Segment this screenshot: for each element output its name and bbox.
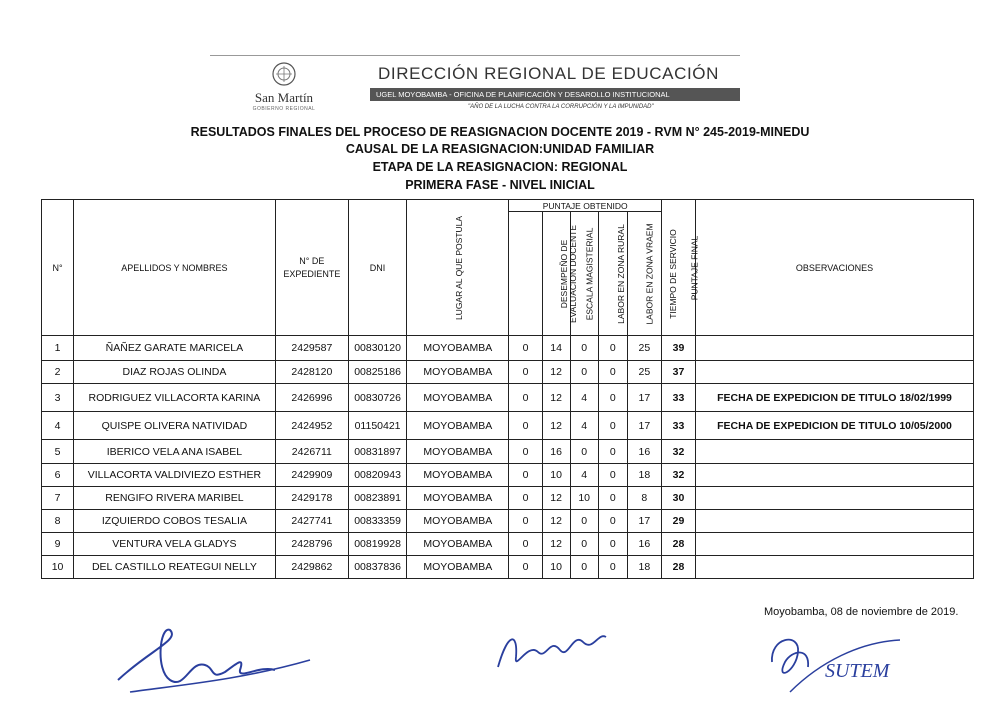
score-escala: 16	[542, 440, 570, 464]
score-rural: 0	[570, 533, 598, 556]
score-escala: 12	[542, 510, 570, 533]
year-motto: "AÑO DE LA LUCHA CONTRA LA CORRUPCIÓN Y LA IMPUNIDAD"	[468, 104, 654, 110]
score-rural: 0	[570, 440, 598, 464]
header-vraem-label: LABOR EN ZONA VRAEM	[644, 222, 655, 325]
score-vraem: 0	[598, 556, 627, 579]
observacion	[696, 533, 974, 556]
row-number: 4	[42, 412, 74, 440]
row-number: 8	[42, 510, 74, 533]
expediente-number: 2427741	[275, 510, 348, 533]
applicant-name: VILLACORTA VALDIVIEZO ESTHER	[74, 464, 276, 487]
observacion: FECHA DE EXPEDICION DE TITULO 10/05/2000	[696, 412, 974, 440]
header-final	[661, 200, 700, 336]
observacion	[696, 510, 974, 533]
org-title: DIRECCIÓN REGIONAL DE EDUCACIÓN	[378, 64, 720, 83]
row-number: 9	[42, 533, 74, 556]
table-row	[42, 384, 974, 412]
expediente-number: 2428796	[275, 533, 348, 556]
score-rural: 10	[570, 487, 598, 510]
score-desempeno: 0	[509, 361, 542, 384]
header-nombres: APELLIDOS Y NOMBRES	[74, 200, 276, 336]
table-row	[42, 556, 974, 579]
lugar-postula: MOYOBAMBA	[407, 487, 509, 510]
header-lugar	[407, 200, 509, 336]
row-number: 10	[42, 556, 74, 579]
score-final: 30	[661, 487, 695, 510]
row-number: 5	[42, 440, 74, 464]
header-observaciones: OBSERVACIONES	[696, 200, 974, 336]
expediente-number: 2429178	[275, 487, 348, 510]
lugar-postula: MOYOBAMBA	[407, 384, 509, 412]
lugar-postula: MOYOBAMBA	[407, 361, 509, 384]
applicant-name: IBERICO VELA ANA ISABEL	[74, 440, 276, 464]
doc-title-line2: CAUSAL DE LA REASIGNACION:UNIDAD FAMILIAR	[345, 142, 655, 156]
score-servicio: 25	[627, 336, 661, 361]
score-servicio: 25	[627, 361, 661, 384]
score-escala: 12	[542, 412, 570, 440]
stamp-text: SUTEM	[825, 660, 890, 682]
lugar-postula: MOYOBAMBA	[407, 556, 509, 579]
score-vraem: 0	[598, 533, 627, 556]
signature-center	[488, 612, 618, 682]
score-vraem: 0	[598, 487, 627, 510]
header-expediente: N° DE EXPEDIENTE	[275, 200, 348, 336]
lugar-postula: MOYOBAMBA	[407, 510, 509, 533]
table-row	[42, 440, 974, 464]
score-vraem: 0	[598, 464, 627, 487]
score-servicio: 17	[627, 510, 661, 533]
applicant-name: DEL CASTILLO REATEGUI NELLY	[74, 556, 276, 579]
lugar-postula: MOYOBAMBA	[407, 464, 509, 487]
logo-text: San Martín	[254, 90, 314, 105]
ugel-banner: UGEL MOYOBAMBA - OFICINA DE PLANIFICACIÓN Y DESAROLLO INSTITUCIONAL	[370, 88, 740, 101]
score-rural: 0	[570, 556, 598, 579]
observacion	[696, 556, 974, 579]
dni-number: 00830726	[348, 384, 406, 412]
score-rural: 0	[570, 510, 598, 533]
score-escala: 14	[542, 336, 570, 361]
score-servicio: 17	[627, 412, 661, 440]
score-rural: 0	[570, 336, 598, 361]
dni-number: 00820943	[348, 464, 406, 487]
doc-title-line1: RESULTADOS FINALES DEL PROCESO DE REASIGNACION DOCENTE 2019 - RVM N° 245-2019-MINEDU	[190, 125, 810, 139]
score-desempeno: 0	[509, 412, 542, 440]
score-desempeno: 0	[509, 464, 542, 487]
score-servicio: 16	[627, 533, 661, 556]
score-servicio: 8	[627, 487, 661, 510]
signature-stamp-right	[760, 622, 920, 702]
score-final: 29	[661, 510, 695, 533]
applicant-name: VENTURA VELA GLADYS	[74, 533, 276, 556]
table-row	[42, 464, 974, 487]
score-rural: 4	[570, 384, 598, 412]
score-escala: 10	[542, 464, 570, 487]
header-puntaje-group: PUNTAJE OBTENIDO	[509, 200, 661, 212]
score-desempeno: 0	[509, 487, 542, 510]
header-final-label: PUNTAJE FINAL	[689, 235, 700, 300]
doc-title-line4: PRIMERA FASE - NIVEL INICIAL	[405, 178, 595, 192]
table-row	[42, 361, 974, 384]
score-escala: 12	[542, 533, 570, 556]
table-row	[42, 336, 974, 361]
score-final: 28	[661, 533, 695, 556]
table-row	[42, 510, 974, 533]
row-number: 1	[42, 336, 74, 361]
score-vraem: 0	[598, 510, 627, 533]
header-servicio-label: TIEMPO DE SERVICIO	[667, 228, 678, 319]
signature-left	[110, 610, 320, 700]
score-final: 32	[661, 440, 695, 464]
score-escala: 12	[542, 361, 570, 384]
score-final: 39	[661, 336, 695, 361]
dni-number: 01150421	[348, 412, 406, 440]
row-number: 6	[42, 464, 74, 487]
dni-number: 00833359	[348, 510, 406, 533]
score-final: 32	[661, 464, 695, 487]
score-rural: 0	[570, 361, 598, 384]
observacion	[696, 464, 974, 487]
expediente-number: 2428120	[275, 361, 348, 384]
table-row	[42, 533, 974, 556]
dni-number: 00823891	[348, 487, 406, 510]
header-rule	[210, 55, 740, 56]
expediente-number: 2429587	[275, 336, 348, 361]
applicant-name: RENGIFO RIVERA MARIBEL	[74, 487, 276, 510]
score-final: 33	[661, 412, 695, 440]
applicant-name: ÑAÑEZ GARATE MARICELA	[74, 336, 276, 361]
expediente-number: 2426711	[275, 440, 348, 464]
observacion: FECHA DE EXPEDICION DE TITULO 18/02/1999	[696, 384, 974, 412]
score-desempeno: 0	[509, 556, 542, 579]
header-rural-label: LABOR EN ZONA RURAL	[615, 223, 626, 324]
header-n: N°	[42, 200, 74, 336]
score-escala: 10	[542, 556, 570, 579]
expediente-number: 2429862	[275, 556, 348, 579]
lugar-postula: MOYOBAMBA	[407, 412, 509, 440]
dni-number: 00831897	[348, 440, 406, 464]
applicant-name: IZQUIERDO COBOS TESALIA	[74, 510, 276, 533]
dni-number: 00825186	[348, 361, 406, 384]
header-lugar-label: LUGAR AL QUE POSTULA	[454, 215, 465, 320]
score-vraem: 0	[598, 384, 627, 412]
dni-number: 00837836	[348, 556, 406, 579]
expediente-number: 2426996	[275, 384, 348, 412]
table-row	[42, 412, 974, 440]
row-number: 3	[42, 384, 74, 412]
score-escala: 12	[542, 487, 570, 510]
observacion	[696, 336, 974, 361]
score-rural: 4	[570, 412, 598, 440]
score-final: 37	[661, 361, 695, 384]
score-desempeno: 0	[509, 440, 542, 464]
score-desempeno: 0	[509, 510, 542, 533]
score-escala: 12	[542, 384, 570, 412]
score-vraem: 0	[598, 412, 627, 440]
header-desempeno-label: DESEMPEÑO DE EVALUACION DOCENTE	[559, 224, 579, 323]
row-number: 2	[42, 361, 74, 384]
table-row	[42, 487, 974, 510]
observacion	[696, 361, 974, 384]
score-servicio: 18	[627, 464, 661, 487]
logo-subtext: GOBIERNO REGIONAL	[252, 106, 316, 112]
score-servicio: 16	[627, 440, 661, 464]
lugar-postula: MOYOBAMBA	[407, 440, 509, 464]
score-final: 33	[661, 384, 695, 412]
score-vraem: 0	[598, 336, 627, 361]
score-rural: 4	[570, 464, 598, 487]
observacion	[696, 487, 974, 510]
applicant-name: RODRIGUEZ VILLACORTA KARINA	[74, 384, 276, 412]
expediente-number: 2429909	[275, 464, 348, 487]
score-vraem: 0	[598, 361, 627, 384]
score-final: 28	[661, 556, 695, 579]
results-table	[41, 199, 974, 579]
score-vraem: 0	[598, 440, 627, 464]
footer-date: Moyobamba, 08 de noviembre de 2019.	[764, 606, 959, 618]
applicant-name: DIAZ ROJAS OLINDA	[74, 361, 276, 384]
expediente-number: 2424952	[275, 412, 348, 440]
applicant-name: QUISPE OLIVERA NATIVIDAD	[74, 412, 276, 440]
score-desempeno: 0	[509, 384, 542, 412]
doc-title-line3: ETAPA DE LA REASIGNACION: REGIONAL	[372, 160, 628, 174]
dni-number: 00830120	[348, 336, 406, 361]
score-servicio: 17	[627, 384, 661, 412]
lugar-postula: MOYOBAMBA	[407, 533, 509, 556]
header-desempeno	[509, 212, 579, 336]
observacion	[696, 440, 974, 464]
dni-number: 00819928	[348, 533, 406, 556]
row-number: 7	[42, 487, 74, 510]
score-desempeno: 0	[509, 533, 542, 556]
header-dni: DNI	[348, 200, 406, 336]
lugar-postula: MOYOBAMBA	[407, 336, 509, 361]
score-servicio: 18	[627, 556, 661, 579]
header-escala-label: ESCALA MAGISTERIAL	[583, 227, 594, 320]
score-desempeno: 0	[509, 336, 542, 361]
